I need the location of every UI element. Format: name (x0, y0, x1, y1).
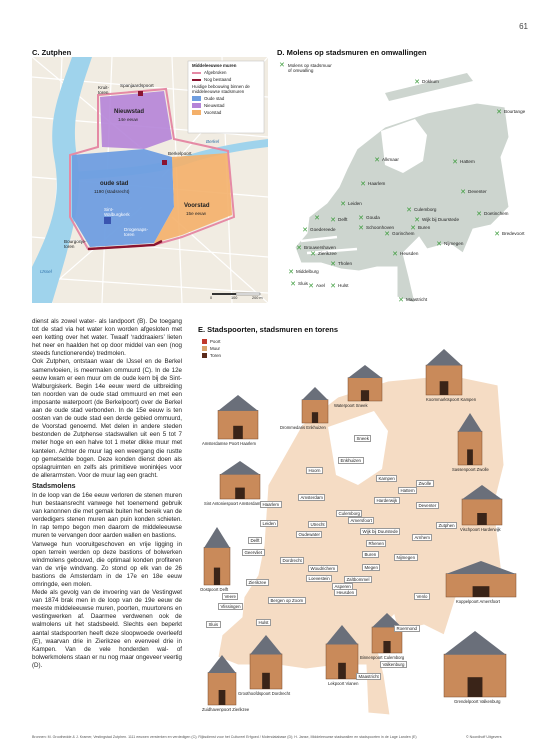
paragraph: Mede als gevolg van de invoering van de Vestingwet van 1874 brak men in de loop van de 19e eeuw de meeste middeleeuwse muren, poorten, muurtorens en vestingwerken af. Daarmee verdwenen ook de walmolens uit het stadsbeeld. Slechts een beperkt aantal stadspoorten heeft deze sloopwoede overleefd (E), waarvan drie in Zierikzee en evenveel drie in Kampen. Van de vele honderden wal- of bolwerkmolens staan er nu nog maar ongeveer veertig (D). (32, 589, 182, 669)
windmill-icon: ✕ (308, 282, 314, 290)
building-drommedaris (302, 387, 328, 423)
windmill-icon: ✕ (279, 62, 285, 69)
map-tag-megen: Megen (362, 564, 380, 571)
label-nieuwstad-eeuw: 14e eeuw (118, 117, 138, 122)
label-voorstad: Voorstad (184, 203, 210, 209)
stadspoorten-legend (202, 339, 221, 360)
city-label-dokkum: Dokkum (422, 79, 439, 84)
stadspoorten-map (198, 335, 528, 735)
copyright: © Noordhoff Uitgevers (466, 735, 502, 739)
city-label-leiden: Leiden (348, 201, 362, 206)
section-d-title: D. Molens op stadsmuren en omwallingen (277, 48, 427, 57)
map-tag-amsterdam: Amsterdam (298, 494, 325, 501)
paragraph: dienst als zowel water- als landpoort (B). De toegang tot de stad via het water kon worden afgesloten met een ketting over het water. Twaalf ‘raddraaiers’ lieten het neer en haalden het op door middel van een (nog steeds functionerende) tredmolen. (32, 318, 182, 358)
map-tag-asperen: Asperen (332, 583, 353, 590)
windmill-icon: ✕ (288, 268, 294, 276)
label-oude-stad: oude stad (100, 181, 129, 187)
label-sint-walburgkerk: Sint-Walburgkerk (104, 207, 130, 217)
map-tag-rhenen: Rhenen (366, 540, 386, 547)
map-tag-arnhem: Arnhem (412, 534, 432, 541)
zutphen-map (32, 57, 268, 303)
building-caption-sintantonies: Sint Antoniespoort Amsterdam (204, 501, 261, 506)
windmill-icon: ✕ (330, 282, 336, 290)
map-tag-kampen: Kampen (376, 475, 397, 482)
building-caption-drommedaris: Drommedaris Enkhuizen (280, 425, 326, 430)
windmill-icon: ✕ (410, 224, 416, 232)
legend-item-demolished (192, 70, 264, 75)
windmill-icon: ✕ (460, 188, 466, 196)
legend-item-poort (202, 339, 221, 344)
city-label-goedereede: Goedereede (310, 227, 336, 232)
legend-item-voorstad (192, 110, 264, 115)
city-label-maastricht: Maastricht (406, 297, 428, 302)
legend-swatch (192, 79, 201, 81)
city-label-sluis: Sluis (298, 281, 308, 286)
label-drogenaps: Drogenaps-toren (124, 227, 149, 237)
map-tag-heusden: Heusden (334, 589, 357, 596)
map-tag-dordrecht: Dordrecht (280, 557, 304, 564)
windmill-icon: ✕ (452, 158, 458, 166)
building-caption-binnenpoort: Binnenpoort Culemborg (360, 655, 405, 660)
building-koornmarkt (426, 349, 462, 395)
label-voorstad-eeuw: 15e eeuw (186, 211, 206, 216)
map-tag-buren: Buren (362, 551, 379, 558)
molens-legend (279, 63, 334, 73)
legend-label: Muur (210, 346, 221, 351)
legend-label: Nog bestaand (204, 77, 232, 82)
label-nieuwstad: Nieuwstad (114, 109, 145, 115)
oude-stad-area (72, 149, 174, 247)
windmill-icon: ✕ (436, 240, 442, 248)
map-tag-hattem: Hattem (398, 487, 417, 494)
map-tag-deventer: Deventer (416, 502, 439, 509)
building-caption-koornmarkt: Koornmarktspoort Kampen (426, 397, 477, 402)
berkelpoort-marker (162, 160, 167, 165)
label-berkel: Berkel (206, 139, 220, 144)
building-caption-koppelpoort: Koppelpoort Amersfoort (456, 599, 500, 604)
map-tag-oudewater: Oudewater (296, 531, 322, 538)
building-sintantonies (220, 461, 260, 499)
section-e-title: E. Stadspoorten, stadsmuren en torens (198, 325, 339, 334)
windmill-icon: ✕ (494, 230, 500, 238)
molens-map (277, 57, 527, 307)
city-label-zierikzee: Zierikzee (318, 251, 337, 256)
scale-100: 100 (231, 296, 238, 300)
spanjaardspoort-marker (138, 91, 143, 96)
map-tag-harderwijk: Harderwijk (374, 497, 400, 504)
legend-swatch (192, 103, 201, 108)
map-tag-hulst: Hulst (256, 619, 271, 626)
map-tag-roermond: Roermond (394, 625, 420, 632)
legend-label: Nieuwstad (204, 103, 225, 108)
legend-head-buildings: Huidige bebouwing binnen de middeleeuwse stadsmuren (192, 84, 250, 94)
scale-0: 0 (210, 296, 213, 300)
windmill-icon: ✕ (314, 214, 320, 222)
legend-label: Afgebroken (204, 70, 227, 75)
city-label-bredevoort: Bredevoort (502, 231, 525, 236)
map-tag-enkhuizen: Enkhuizen (338, 457, 364, 464)
map-tag-nijmegen: Nijmegen (394, 554, 418, 561)
windmill-icon: ✕ (330, 260, 336, 268)
windmill-icon: ✕ (358, 214, 364, 222)
map-tag-zwolle: Zwolle (416, 480, 434, 487)
map-tag-valkenburg: Valkenburg (380, 661, 407, 668)
legend-item-toren (202, 353, 221, 358)
city-label-gouda: Gouda (366, 215, 380, 220)
article-text (32, 318, 182, 670)
subheading-stadsmolens: Stadsmolens (32, 482, 76, 490)
map-tag-haarlem: Haarlem (260, 501, 282, 508)
map-tag-culemborg: Culemborg (336, 510, 362, 517)
building-caption-amsterdamse: Amsterdamse Poort Haarlem (202, 441, 256, 446)
map-tag-amersfoort: Amersfoort (348, 517, 374, 524)
page-number: 61 (519, 22, 528, 31)
map-tag-veere: Veere (222, 593, 238, 600)
legend-item-muur (202, 346, 221, 351)
building-caption-waterpoort: Waterpoort Sneek (334, 403, 368, 408)
city-label-haarlem: Haarlem (368, 181, 386, 186)
scale-200: 200 m (252, 296, 263, 300)
windmill-icon: ✕ (340, 200, 346, 208)
building-caption-groothoofd: Groothoofdspoort Dordrecht (238, 691, 291, 696)
legend-swatch (192, 96, 201, 101)
paragraph: In de loop van de 16e eeuw verloren de stenen muren hun bestaansrecht vanwege het toenemend gebruik van kanonnen die met gemak buiten het bereik van de verdedigers stenen muren aan puin konden schieten. In rap tempo begon men daarom de middeleeuwse muren te vervangen door aarden wallen en bastions. (32, 491, 182, 540)
city-label-schoonhoven: Schoonhoven (366, 225, 395, 230)
city-label-brouwershaven: Brouwershaven (304, 245, 336, 250)
map-tag-zutphen: Zutphen (436, 522, 457, 529)
map-tag-leiden: Leiden (260, 520, 278, 527)
scale-bar-white (236, 293, 260, 295)
windmill-icon: ✕ (302, 226, 308, 234)
windmill-icon: ✕ (392, 250, 398, 258)
paragraph: Vanwege hun vooruitgeschoven en vrije ligging in open terrein werden op deze bastions of bolwerken windmolens gebouwd, die optimaal konden profiteren van de vrije windvang. Zo stond op elk van de 26 bastions de Amsterdam in de 17e en 18e eeuw omringde, een molen. (32, 540, 182, 588)
building-caption-sassenpoort: Sassenpoort Zwolle (452, 467, 489, 472)
city-label-gorinchem: Gorinchem (392, 231, 415, 236)
city-label-culemborg: Culemborg (414, 207, 437, 212)
map-tag-zierikzee: Zierikzee (246, 579, 269, 586)
windmill-icon: ✕ (290, 280, 296, 288)
map-tag-vlissingen: Vlissingen (218, 603, 243, 610)
legend-swatch (202, 353, 207, 358)
city-label-buren: Buren (418, 225, 431, 230)
windmill-icon: ✕ (476, 210, 482, 218)
building-amsterdamse (218, 395, 258, 439)
label-spanjaardspoort: Spanjaardspoort (120, 83, 154, 88)
city-label-wijk: Wijk bij Duurstede (422, 217, 460, 222)
wadden-islands (385, 73, 473, 101)
map-tag-zaltbommel: Zaltbommel (344, 576, 372, 583)
city-label-doetinchem: Doetinchem (484, 211, 509, 216)
map-tag-bergen: Bergen op Zoom (268, 597, 306, 604)
windmill-icon: ✕ (398, 296, 404, 304)
windmill-icon: ✕ (358, 224, 364, 232)
windmill-icon: ✕ (296, 244, 302, 252)
paragraph: Ook Zutphen, ontstaan waar de IJssel en de Berkel samenvloeien, is meermalen ommuurd (C). In de 12e eeuw kwam er een muur om de oude kern bij de Sint-Walburgiskerk. Begin 14e eeuw werd de uitbreiding ten noorden van de oude stad ommuurd en met een imposante waterpoort (de Berkelpoort) over de Berkel aan de oude stad verbonden. In de 15e eeuw is ten oosten van de oude stad een derde gebied ommuurd, de Voorstad genoemd. Met delen in andere steden bestonden de Zutphense stadswallen uit een 5 tot 7 meter hoge en een halve tot 1 meter dikke muur met kantelen. Achter de muur lag een weergang die rustte op gemetselde bogen. Deze konden dienst doen als opslagruimten en zelfs als primitieve woninkjes voor de allerarmsten. Voor de muur lag een gracht. (32, 358, 182, 479)
legend-label: Oude stad (204, 96, 225, 101)
legend-swatch (202, 339, 207, 344)
scale-bar-black (212, 293, 236, 295)
legend-head-walls: Middeleeuwse muren (192, 63, 237, 68)
legend-label: Voorstad (204, 110, 222, 115)
city-label-middelburg: Middelburg (296, 269, 319, 274)
city-label-hulst: Hulst (338, 283, 349, 288)
windmill-icon: ✕ (360, 180, 366, 188)
map-tag-hoorn: Hoorn (306, 467, 323, 474)
windmill-icon: ✕ (310, 250, 316, 258)
building-caption-lekpoort: Lekpoort Vianen (328, 681, 359, 686)
building-oostpoort (204, 527, 230, 585)
map-tag-maastricht: Maastricht (356, 673, 381, 680)
map-tag-sneek: Sneek (354, 435, 371, 442)
section-c-title: C. Zutphen (32, 48, 72, 57)
label-oude-stad-eeuw: 1190 (stadsrecht) (94, 189, 130, 194)
windmill-icon: ✕ (496, 108, 502, 116)
windmill-icon: ✕ (414, 216, 420, 224)
city-label-deventer: Deventer (468, 189, 487, 194)
city-label-axel: Axel (316, 283, 325, 288)
legend-label: Toren (210, 353, 221, 358)
map-tag-delft: Delft (248, 537, 262, 544)
building-grendelpoort (444, 631, 506, 697)
map-tag-sluis: Sluis (206, 621, 221, 628)
map-tag-venlo: Venlo (414, 593, 430, 600)
building-caption-vischpoort: Vischpoort Harderwijk (460, 527, 501, 532)
city-label-alkmaar: Alkmaar (382, 157, 399, 162)
city-label-hattem: Hattem (460, 159, 475, 164)
building-caption-oostpoort: Oostpoort Delft (200, 587, 229, 592)
legend-item-existing (192, 77, 264, 82)
windmill-icon: ✕ (406, 206, 412, 214)
building-waterpoort (348, 365, 382, 401)
legend-label: Poort (210, 339, 221, 344)
label-kruittoren: Kruit-toren (98, 85, 109, 95)
city-label-heusden: Heusden (400, 251, 419, 256)
legend-swatch (192, 110, 201, 115)
legend-item-oude-stad (192, 96, 264, 101)
map-tag-loevestein: Loevestein (306, 575, 332, 582)
windmill-icon: ✕ (414, 78, 420, 86)
city-label-bourtange: Bourtange (504, 109, 526, 114)
city-label-delft: Delft (338, 217, 348, 222)
zutphen-legend (192, 63, 264, 117)
building-caption-grendelpoort: Grendelpoort Valkenburg (454, 699, 501, 704)
label-bourgonje: Bourgonje-toren (64, 239, 87, 249)
molens-legend-label: Molens op stadsmuur of omwalling (287, 63, 332, 73)
legend-swatch (192, 72, 201, 74)
sources-caption: Bronnen: M. Groothedde & J. Kramer, Vestingstad Zutphen. 1111 eeuwen versterken en verdedigen (C); Rijksdienst voor het Cultureel Erfgoed / Molendatabase (D); H. Janse, Middeleeuwse stadswallen en stadspoorten in de Lage Landen (E) (32, 735, 417, 739)
walburgkerk-marker (104, 217, 111, 224)
map-tag-geervliet: Geervliet (242, 549, 265, 556)
city-label-tholen: Tholen (338, 261, 353, 266)
legend-item-nieuwstad (192, 103, 264, 108)
building-caption-zuidhaven: Zuidhavenpoort Zierikzee (202, 707, 250, 712)
map-tag-wijk: Wijk bij Duurstede (360, 528, 400, 535)
windmill-icon: ✕ (330, 216, 336, 224)
legend-swatch (202, 346, 207, 351)
label-berkelpoort: Berkelpoort (168, 151, 192, 156)
map-tag-woudrichem: Woudrichem (308, 565, 338, 572)
label-ijssel: IJssel (40, 269, 52, 274)
windmill-icon: ✕ (384, 230, 390, 238)
windmill-icon: ✕ (374, 156, 380, 164)
map-tag-utrecht: Utrecht (308, 521, 327, 528)
city-label-nijmegen: Nijmegen (444, 241, 464, 246)
